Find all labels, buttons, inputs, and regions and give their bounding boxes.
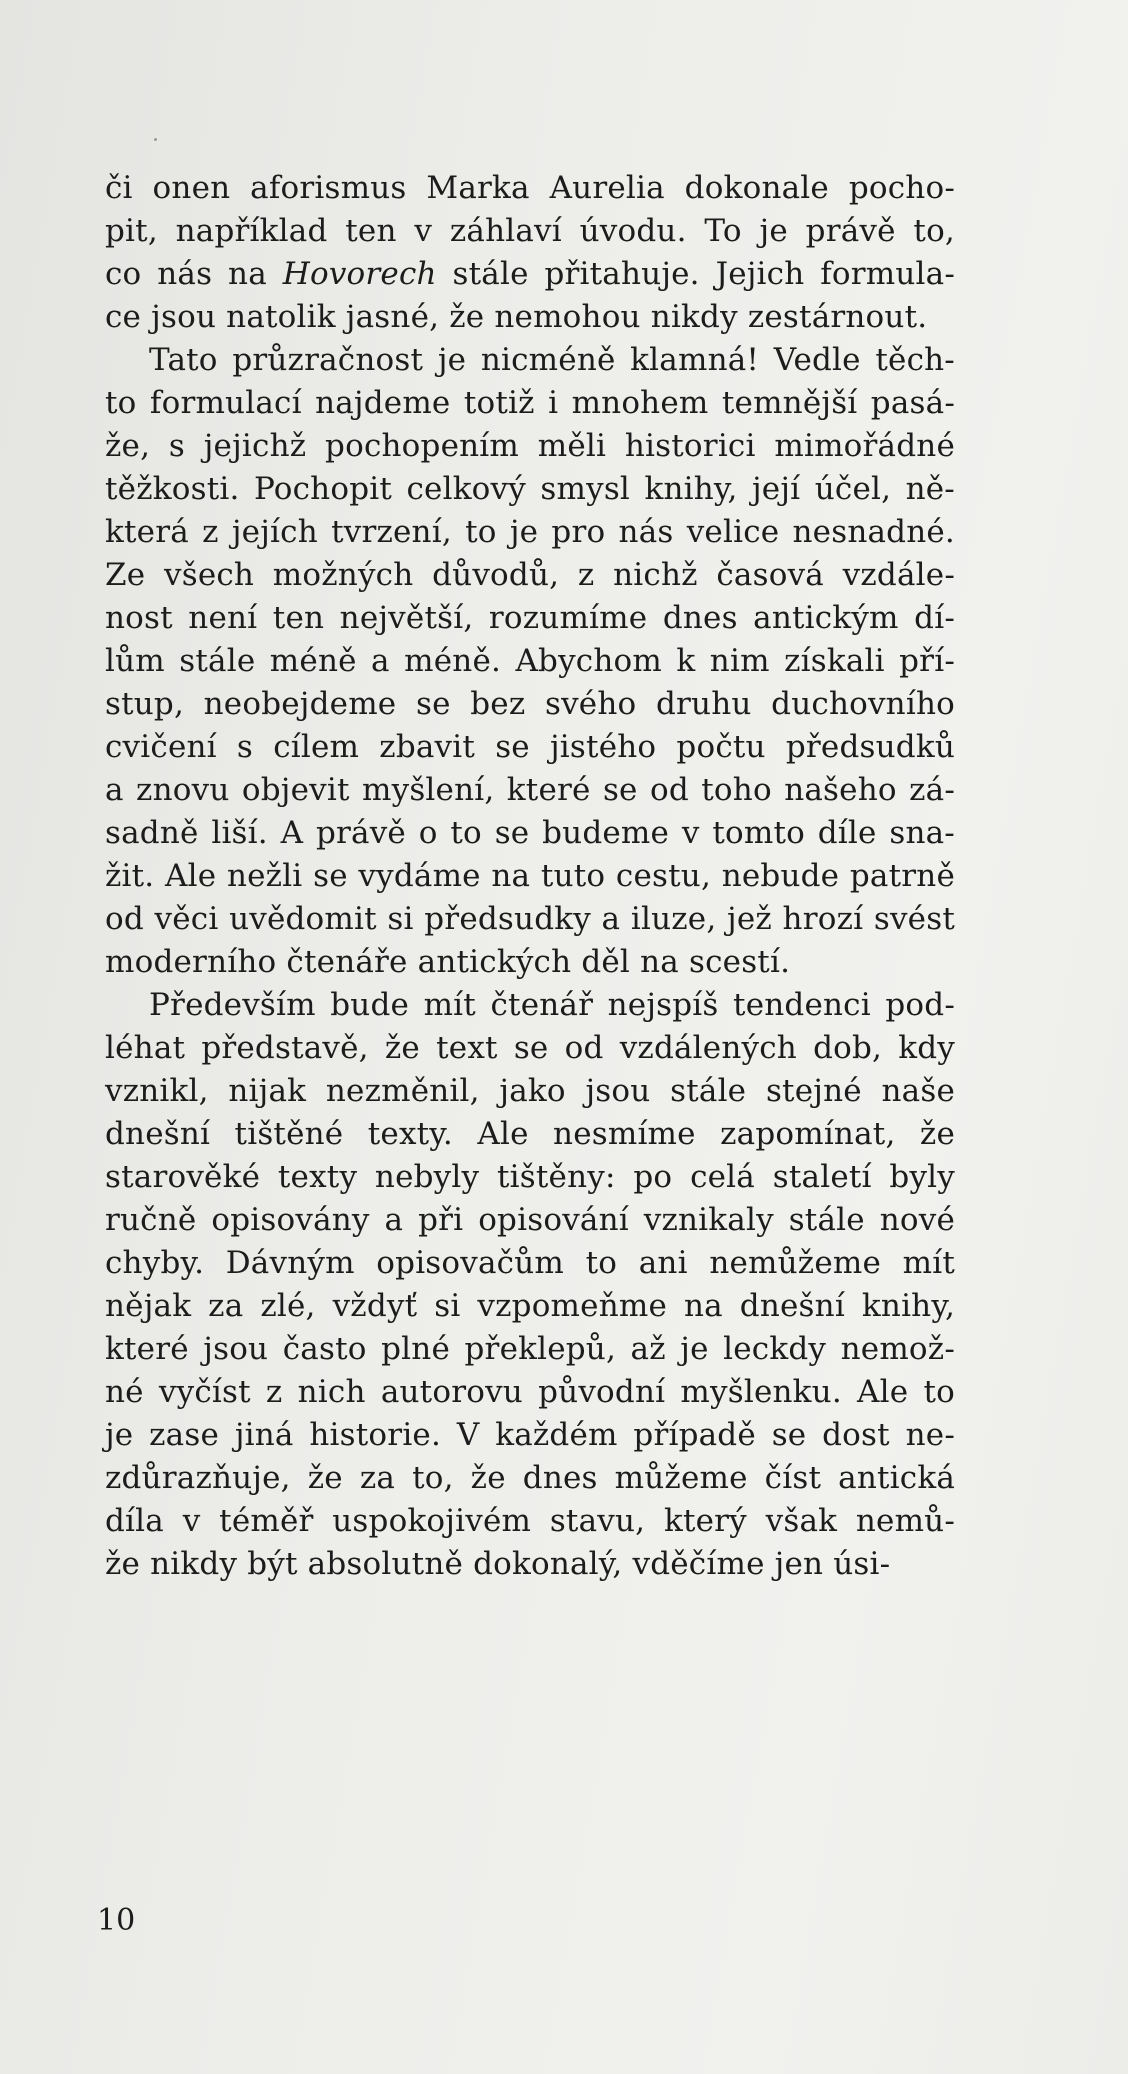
page-number: 10 (97, 1903, 136, 1938)
text-line: dnešní tištěné texty. Ale nesmíme zapomínat, že (105, 1116, 955, 1152)
text-line: Především bude mít čtenář nejspíš tendenci pod- (149, 987, 955, 1023)
text-line: že nikdy být absolutně dokonalý, vděčíme jen úsi- (105, 1546, 891, 1582)
text-line: nějak za zlé, vždyť si vzpomeňme na dnešní knihy, (105, 1288, 955, 1324)
body-text (105, 167, 955, 1586)
text-line: vznikl, nijak nezměnil, jako jsou stále stejné naše (105, 1073, 955, 1109)
paragraph (105, 984, 955, 1586)
text-line: které jsou často plné překlepů, až je leckdy nemož- (105, 1331, 955, 1367)
text-line: léhat představě, že text se od vzdálených dob, kdy (105, 1030, 955, 1066)
text-line: to formulací najdeme totiž i mnohem temnější pasá- (105, 385, 955, 421)
italic-title: Hovorech (282, 256, 437, 292)
text-line: starověké texty nebyly tištěny: po celá staletí byly (105, 1159, 955, 1195)
text-line: je zase jiná historie. V každém případě se dost ne- (105, 1417, 955, 1453)
text-line: díla v téměř uspokojivém stavu, který však nemů- (105, 1503, 955, 1539)
paragraph (105, 339, 955, 984)
text-line: či onen aforismus Marka Aurelia dokonale pocho- (105, 170, 955, 206)
text-line: pit, například ten v záhlaví úvodu. To je právě to, (105, 213, 955, 249)
text-line: a znovu objevit myšlení, které se od toho našeho zá- (105, 772, 955, 808)
text-line: zdůrazňuje, že za to, že dnes můžeme číst antická (105, 1460, 955, 1496)
text-line: nost není ten největší, rozumíme dnes antickým dí- (105, 600, 955, 636)
text-line: ce jsou natolik jasné, že nemohou nikdy zestárnout. (105, 299, 928, 335)
text-line: Tato průzračnost je nicméně klamná! Vedle těch- (149, 342, 955, 378)
text-line: žit. Ale nežli se vydáme na tuto cestu, nebude patrně (105, 858, 955, 894)
paper-speck (154, 138, 157, 141)
text-line: stup, neobejdeme se bez svého druhu duchovního (105, 686, 955, 722)
text-line: chyby. Dávným opisovačům to ani nemůžeme mít (105, 1245, 955, 1281)
text-line: od věci uvědomit si předsudky a iluze, jež hrozí svést (105, 901, 955, 937)
text-line: moderního čtenáře antických děl na scestí. (105, 944, 791, 980)
text-line: ručně opisovány a při opisování vznikaly stále nové (105, 1202, 955, 1238)
text-line: že, s jejichž pochopením měli historici mimořádné (105, 428, 955, 464)
paragraph (105, 167, 955, 339)
text-line: né vyčíst z nich autorovu původní myšlenku. Ale to (105, 1374, 955, 1410)
text-line: Ze všech možných důvodů, z nichž časová vzdále- (105, 557, 955, 593)
text-line: lům stále méně a méně. Abychom k nim získali pří- (105, 643, 955, 679)
text-line: těžkosti. Pochopit celkový smysl knihy, její účel, ně- (105, 471, 955, 507)
text-line: sadně liší. A právě o to se budeme v tomto díle sna- (105, 815, 955, 851)
text-line: co nás na Hovorech stále přitahuje. Jejich formula- (105, 256, 956, 292)
text-line: která z jejích tvrzení, to je pro nás velice nesnadné. (105, 514, 955, 550)
text-line: cvičení s cílem zbavit se jistého počtu předsudků (105, 729, 955, 765)
